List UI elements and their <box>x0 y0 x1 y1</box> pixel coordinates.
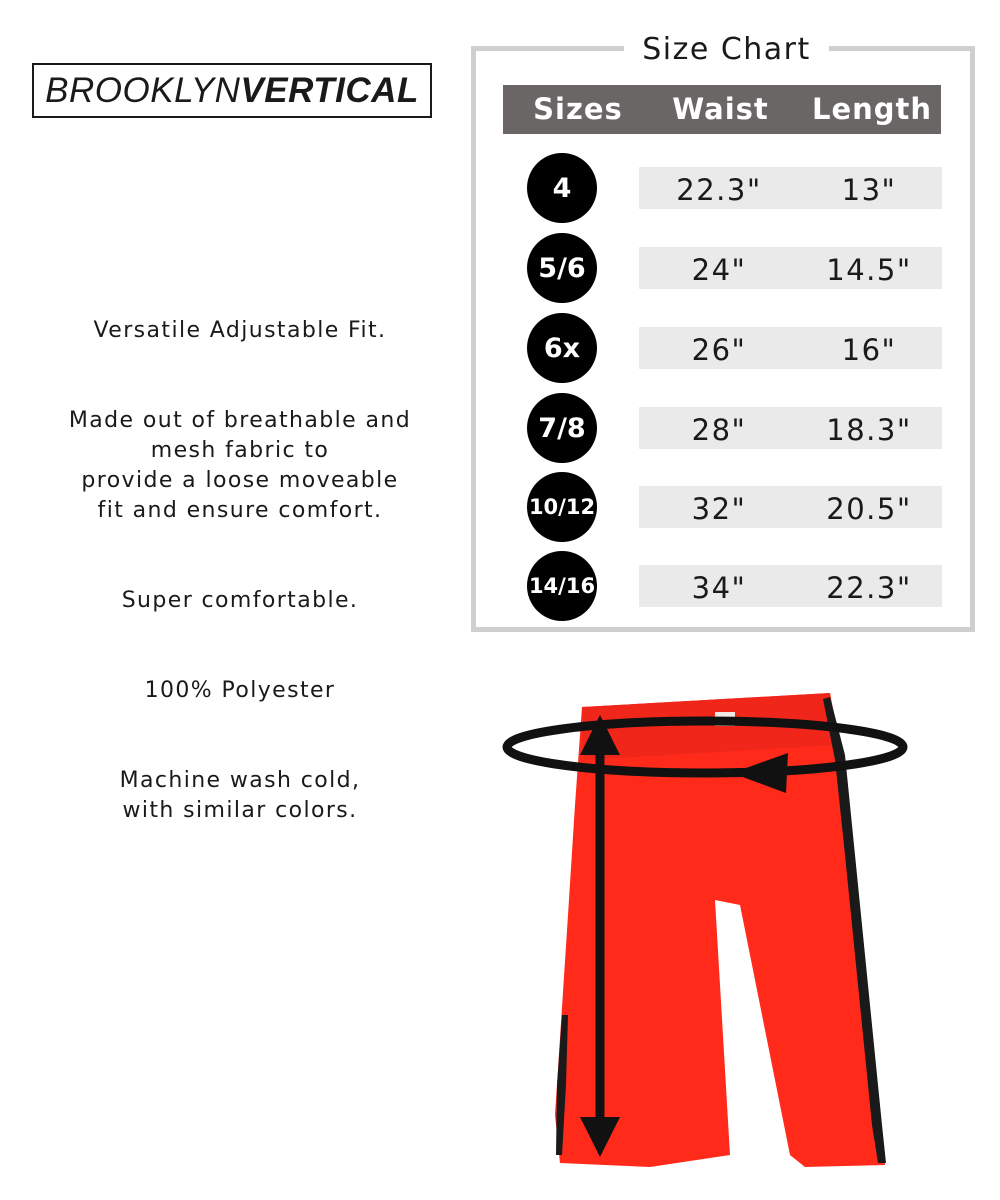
size-row <box>527 472 942 542</box>
waist-value: 26" <box>691 333 747 367</box>
size-badge: 5/6 <box>527 233 597 303</box>
feature-text: Machine wash cold, with similar colors. <box>119 768 361 823</box>
size-badge: 14/16 <box>527 551 597 621</box>
header-length: Length <box>811 92 933 126</box>
size-row <box>527 233 942 303</box>
size-chart-header <box>503 85 941 134</box>
size-row <box>527 551 942 621</box>
brand-name-part2: VERTICAL <box>240 70 419 110</box>
size-badge: 10/12 <box>527 472 597 542</box>
basketball-shorts-icon <box>500 685 910 1175</box>
length-value: 22.3" <box>826 571 912 605</box>
size-measurements <box>639 565 942 607</box>
size-row <box>527 393 942 463</box>
size-row <box>527 153 942 223</box>
size-measurements <box>639 486 942 528</box>
feature-text: Super comfortable. <box>121 588 359 613</box>
header-sizes: Sizes <box>533 92 623 126</box>
length-value: 20.5" <box>826 492 912 526</box>
size-badge: 7/8 <box>527 393 597 463</box>
length-value: 14.5" <box>826 253 912 287</box>
header-waist: Waist <box>672 92 769 126</box>
size-measurements <box>639 247 942 289</box>
brand-logo <box>32 63 432 118</box>
size-row <box>527 313 942 383</box>
feature-text: Made out of breathable and mesh fabric to provide a loose moveable fit and ensure comfort. <box>68 408 412 523</box>
waist-value: 22.3" <box>676 173 762 207</box>
size-measurements <box>639 167 942 209</box>
size-chart-title: Size Chart <box>624 30 829 70</box>
feature-text: Versatile Adjustable Fit. <box>93 318 387 343</box>
size-badge: 4 <box>527 153 597 223</box>
waist-value: 24" <box>691 253 747 287</box>
size-measurements <box>639 407 942 449</box>
length-value: 16" <box>841 333 897 367</box>
feature-text: 100% Polyester <box>144 678 336 703</box>
waist-value: 34" <box>691 571 747 605</box>
size-measurements <box>639 327 942 369</box>
waist-value: 28" <box>691 413 747 447</box>
size-badge: 6x <box>527 313 597 383</box>
length-value: 13" <box>841 173 897 207</box>
length-value: 18.3" <box>826 413 912 447</box>
brand-name-part1: BROOKLYN <box>45 70 241 110</box>
waist-value: 32" <box>691 492 747 526</box>
